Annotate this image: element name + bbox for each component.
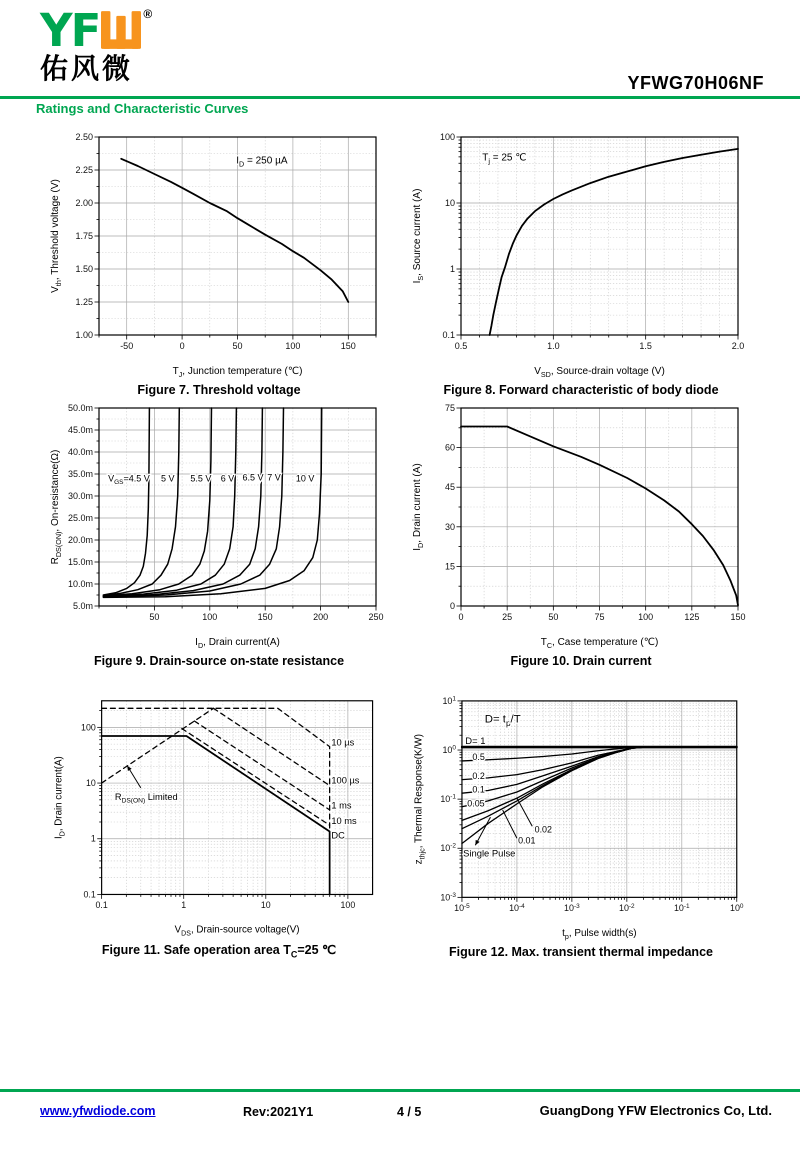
svg-text:50: 50 — [547, 612, 558, 622]
svg-text:5.0m: 5.0m — [72, 601, 93, 611]
footer-divider — [0, 1089, 800, 1092]
figure-8-x-axis-label: $V_{SD}$, Source-drain voltage (V) — [533, 366, 665, 379]
figure-8-series-body-diode-forward — [489, 149, 737, 335]
tick-labels — [444, 403, 745, 622]
figure-12-annotation: 0.05 — [466, 798, 485, 809]
svg-text:10: 10 — [85, 777, 96, 788]
svg-text:30.0m: 30.0m — [67, 491, 93, 501]
figure-7-chart — [47, 127, 392, 379]
figure-11-y-axis-label: $I_D$, Drain current(A) — [53, 756, 66, 839]
svg-text:1.0: 1.0 — [546, 341, 560, 351]
figure-10-caption: Figure 10. Drain current — [510, 654, 652, 668]
figure-9-x-axis-label: $I_D$, Drain current(A) — [194, 637, 280, 650]
svg-text:25: 25 — [501, 612, 512, 622]
figure-11-series-pulse-100us — [213, 708, 329, 785]
figure-9-annotation: 6.5 V — [242, 472, 264, 483]
svg-text:15.0m: 15.0m — [67, 557, 93, 567]
figure-10-chart — [409, 398, 754, 650]
figure-9-series-vgs-6v5 — [103, 408, 262, 597]
tick-labels — [75, 132, 355, 351]
figure-12-caption: Figure 12. Max. transient thermal impedance — [449, 945, 713, 959]
grid — [461, 408, 738, 606]
figure-9-caption: Figure 9. Drain-source on-state resistance — [93, 654, 345, 668]
figure-12-series-d-0p5 — [461, 747, 736, 761]
figure-11-annotation: $R_{DS(ON)}$ Limited — [114, 791, 178, 805]
grid — [461, 137, 738, 335]
figure-9-annotation: 5.5 V — [189, 473, 211, 484]
figure-9-annotation: 7 V — [266, 472, 281, 483]
figure-12-y-axis-label: $z_{thjc}$, Thermal Response(K/W) — [412, 733, 426, 865]
svg-text:0: 0 — [457, 612, 464, 622]
svg-text:10-2: $10^{-2}$ — [618, 902, 635, 914]
svg-text:75: 75 — [444, 403, 455, 413]
website-link[interactable]: www.yfwdiode.com — [40, 1104, 156, 1118]
registered-trademark-icon: ® — [143, 7, 153, 21]
svg-text:45: 45 — [444, 482, 455, 493]
figure-10-y-axis-label: $I_D$, Drain current (A) — [411, 463, 425, 551]
figure-9-series-vgs-6v — [103, 408, 236, 597]
svg-text:101: $10^1$ — [441, 695, 456, 706]
svg-text:60: 60 — [444, 442, 455, 453]
section-title: Ratings and Characteristic Curves — [36, 101, 249, 116]
svg-text:0: 0 — [449, 601, 455, 611]
series — [461, 747, 736, 846]
svg-text:1: 1 — [90, 833, 96, 844]
figure-10 — [400, 398, 762, 691]
figure-9-series-vgs-7v — [103, 408, 283, 597]
svg-text:-50: -50 — [119, 341, 133, 351]
logo-w-icon — [101, 11, 141, 53]
svg-text:10-5: $10^{-5}$ — [453, 902, 470, 914]
svg-text:20.0m: 20.0m — [67, 535, 93, 545]
svg-text:100: 100 — [284, 341, 300, 351]
figure-9 — [38, 398, 400, 691]
figure-9-chart — [47, 398, 392, 650]
svg-text:45.0m: 45.0m — [67, 425, 93, 435]
axis-ticks — [97, 711, 348, 899]
figure-9-annotation: 6 V — [220, 473, 234, 484]
svg-text:250: 250 — [367, 612, 384, 622]
svg-text:10-3: $10^{-3}$ — [439, 891, 456, 903]
series — [103, 408, 321, 597]
figure-7-annotation: $I_D = 250$ µA — [235, 155, 288, 169]
part-number: YFWG70H06NF — [627, 73, 764, 93]
svg-text:1: 1 — [449, 264, 455, 274]
svg-text:2.25: 2.25 — [74, 165, 93, 175]
figure-9-annotation: $V_{GS}=4.5$ V — [107, 473, 150, 487]
figure-11-annotation: 1 ms — [330, 800, 352, 811]
revision-label: Rev:2021Y1 — [243, 1105, 314, 1119]
logo-chinese-name: 佑风微 — [40, 53, 134, 84]
svg-text:50.0m: 50.0m — [67, 403, 93, 413]
svg-text:100: 100 — [201, 612, 217, 622]
figure-7-caption: Figure 7. Threshold voltage — [137, 383, 301, 397]
figure-7 — [38, 127, 400, 398]
svg-text:40.0m: 40.0m — [67, 447, 93, 457]
svg-text:150: 150 — [257, 612, 273, 622]
header-divider — [0, 96, 800, 99]
figure-12-series-single-pulse — [461, 747, 736, 846]
figure-11-annotation: 10 µs — [330, 737, 354, 748]
svg-text:2.50: 2.50 — [74, 132, 93, 142]
figure-9-annotation: 5 V — [160, 473, 174, 484]
svg-text:0.1: 0.1 — [441, 330, 455, 340]
svg-text:10-2: $10^{-2}$ — [439, 842, 456, 854]
figure-8 — [400, 127, 762, 398]
svg-text:1.5: 1.5 — [638, 341, 652, 351]
figure-9-series-vgs-5v — [103, 408, 179, 596]
svg-text:35.0m: 35.0m — [67, 469, 93, 479]
page-header — [0, 6, 800, 96]
figure-11-series-dc — [101, 736, 329, 894]
svg-text:2.0: 2.0 — [731, 341, 744, 351]
svg-text:10.0m: 10.0m — [67, 579, 93, 589]
plot-frame — [461, 137, 738, 335]
svg-text:125: 125 — [683, 612, 699, 622]
figure-11-chart — [47, 691, 392, 938]
grid — [461, 701, 736, 897]
axis-ticks — [456, 408, 738, 611]
svg-text:100: 100 — [80, 722, 96, 733]
tick-labels — [81, 722, 355, 910]
figure-9-series-vgs-5v5 — [103, 408, 211, 596]
svg-text:0.1: 0.1 — [95, 900, 108, 911]
figure-8-chart — [409, 127, 754, 379]
svg-text:0: 0 — [179, 341, 185, 351]
svg-text:1.50: 1.50 — [74, 264, 93, 274]
figure-12-chart — [409, 691, 754, 941]
svg-text:25.0m: 25.0m — [67, 513, 93, 523]
figure-8-y-axis-label: $I_S$, Source current (A) — [411, 188, 425, 284]
figure-12-annotation: 0.01 — [517, 835, 535, 846]
series — [121, 159, 348, 302]
figure-12-annotation: 0.5 — [471, 751, 485, 762]
figure-8-caption: Figure 8. Forward characteristic of body diode — [443, 383, 719, 397]
svg-text:0.5: 0.5 — [454, 341, 467, 351]
annotations — [108, 473, 314, 487]
svg-text:15: 15 — [444, 561, 455, 572]
svg-text:100: $10^0$ — [441, 744, 456, 756]
company-name: GuangDong YFW Electronics Co, Ltd. — [539, 1103, 772, 1118]
yfw-logo — [40, 4, 153, 85]
figure-11-annotation: 10 ms — [330, 815, 357, 826]
figure-12-annotation: Single Pulse — [462, 847, 515, 859]
tick-labels — [439, 132, 743, 351]
svg-text:100: 100 — [340, 900, 355, 911]
svg-text:100: $10^0$ — [729, 902, 744, 914]
svg-text:2.00: 2.00 — [74, 198, 93, 208]
tick-labels — [67, 403, 383, 622]
figure-9-series-vgs-10v — [103, 408, 321, 597]
svg-text:10-4: $10^{-4}$ — [508, 902, 525, 914]
logo-text-yf: YF — [40, 4, 100, 57]
svg-text:50: 50 — [231, 341, 243, 351]
figure-9-annotation: 10 V — [295, 473, 314, 484]
charts-grid — [38, 127, 762, 959]
svg-text:100: 100 — [637, 612, 653, 622]
svg-text:150: 150 — [729, 612, 746, 622]
figure-12 — [400, 691, 762, 959]
figure-7-y-axis-label: $V_{th}$, Threshold voltage (V) — [49, 179, 63, 293]
svg-text:100: 100 — [439, 132, 455, 142]
axis-ticks — [94, 137, 376, 340]
annotations — [236, 155, 288, 168]
page-footer — [0, 1098, 800, 1128]
svg-text:1.25: 1.25 — [74, 297, 93, 307]
figure-12-annotation: 0.2 — [471, 770, 485, 781]
figure-12-x-axis-label: $t_p$, Pulse width(s) — [561, 928, 637, 941]
figure-12-series-d-0p1 — [461, 747, 736, 793]
svg-text:1.75: 1.75 — [74, 231, 93, 241]
svg-text:10-1: $10^{-1}$ — [673, 902, 690, 914]
svg-text:50: 50 — [148, 612, 159, 622]
figure-10-x-axis-label: $T_C$, Case temperature (℃) — [540, 637, 658, 650]
annotations — [482, 153, 526, 166]
figure-12-annotation: $D= t_p/T$ — [484, 713, 521, 729]
svg-text:10: 10 — [444, 198, 455, 208]
svg-text:10: 10 — [260, 900, 271, 911]
figure-12-annotation: 0.02 — [534, 824, 552, 835]
svg-text:10-1: $10^{-1}$ — [439, 793, 456, 805]
svg-text:1: 1 — [180, 900, 186, 911]
series — [489, 149, 737, 335]
figure-12-series-d-0p2 — [461, 747, 736, 780]
axis-ticks — [456, 137, 738, 340]
svg-text:150: 150 — [340, 341, 356, 351]
page-number: 4 / 5 — [397, 1105, 422, 1119]
figure-11-annotation: DC — [330, 830, 345, 841]
svg-text:200: 200 — [312, 612, 328, 622]
figure-11-series-pulse-10us — [101, 708, 329, 829]
svg-text:10-3: $10^{-3}$ — [563, 902, 580, 914]
figure-11 — [38, 691, 400, 959]
figure-7-x-axis-label: $T_J$, Junction temperature (℃) — [172, 366, 302, 379]
svg-text:75: 75 — [593, 612, 605, 622]
svg-text:30: 30 — [444, 521, 455, 532]
figure-8-annotation: $T_j = 25$ ℃ — [481, 152, 526, 166]
svg-text:0.1: 0.1 — [83, 889, 96, 900]
figure-12-annotation: 0.1 — [471, 784, 485, 795]
figure-11-series-rdson-limit-line — [101, 708, 213, 783]
figure-11-caption: Figure 11. Safe operation area $T_C=25$ ℃ — [101, 942, 337, 959]
figure-7-series-threshold-voltage — [121, 159, 348, 302]
figure-11-series-pulse-10ms — [181, 729, 329, 826]
figure-11-annotation: 100 µs — [330, 775, 359, 786]
figure-9-y-axis-label: $R_{DS(ON)}$, On-resistance(Ω) — [49, 449, 63, 565]
svg-text:1.00: 1.00 — [74, 330, 93, 340]
figure-11-x-axis-label: $V_{DS}$, Drain-source voltage(V) — [174, 924, 300, 938]
figure-12-annotation: D= 1 — [464, 734, 485, 746]
